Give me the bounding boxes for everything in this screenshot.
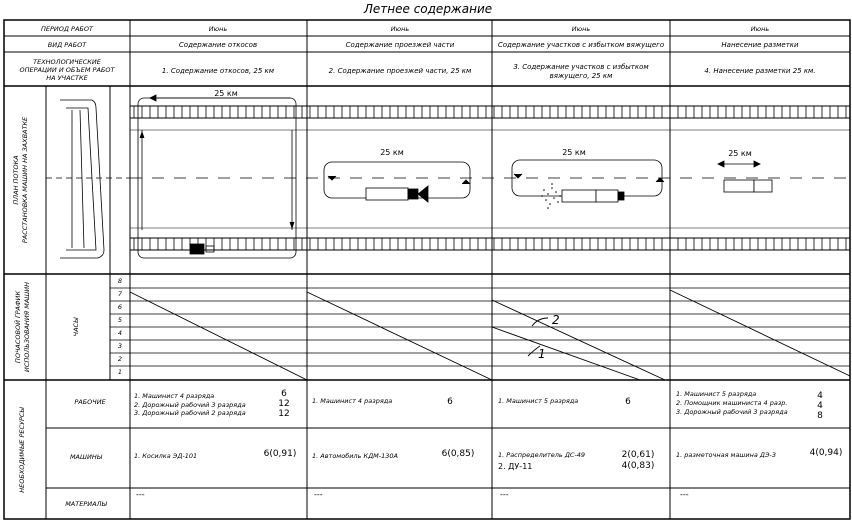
- col1-worker-count: 6: [281, 389, 287, 399]
- col2-materials: ---: [314, 490, 323, 499]
- col3-machine-count: 4(0,83): [621, 461, 655, 471]
- label-hourly-2: ИСПОЛЬЗОВАНИЯ МАШИН: [23, 281, 31, 373]
- col2-machine-count: 6(0,85): [441, 449, 475, 459]
- col2-worker-count: 6: [447, 397, 453, 407]
- col3-work-type: Содержание участков с избытком вяжущего: [497, 41, 665, 49]
- col1-machine-count: 6(0,91): [263, 449, 297, 459]
- label-hours: ЧАСЫ: [72, 317, 80, 337]
- col1-worker-name: 1. Машинист 4 разряда: [134, 392, 215, 400]
- page-title: Летнее содержание: [363, 2, 493, 16]
- marking-machine-icon: [724, 180, 772, 192]
- col3-operation-2: вяжущего, 25 км: [549, 72, 613, 80]
- col1-period: Июнь: [208, 25, 228, 33]
- label-tech-ops-3: НА УЧАСТКЕ: [46, 74, 88, 82]
- label-tech-ops-1: ТЕХНОЛОГИЧЕСКИЕ: [33, 58, 101, 66]
- col4-machine-count: 4(0,94): [809, 448, 843, 458]
- road-plan: [130, 106, 850, 250]
- label-flow-plan-2: РАССТАНОВКА МАШИН НА ЗАХВАТКЕ: [21, 116, 29, 244]
- label-flow-plan-1: ПЛАН ПОТОКА: [12, 155, 20, 205]
- col3-worker-name: 1. Машинист 5 разряда: [498, 397, 579, 405]
- distance-label: 25 км: [214, 89, 238, 98]
- col3-machine-name: 2. ДУ-11: [498, 462, 533, 471]
- hour-tick: 8: [117, 277, 123, 285]
- col1-worker-name: 3. Дорожный рабочий 2 разряда: [134, 409, 246, 417]
- curve-label: 1: [538, 347, 546, 361]
- col4-worker-count: 4: [817, 401, 823, 411]
- label-materials: МАТЕРИАЛЫ: [65, 500, 107, 508]
- col3-worker-count: 6: [625, 397, 631, 407]
- label-resources: НЕОБХОДИМЫЕ РЕСУРСЫ: [18, 407, 26, 493]
- road-profile-sketch: [46, 100, 130, 258]
- col2-machine-name: 1. Автомобиль КДМ-130А: [312, 452, 398, 460]
- col2-operation: 2. Содержание проезжей части, 25 км: [328, 67, 472, 75]
- col4-worker-count: 8: [817, 411, 823, 421]
- label-period: ПЕРИОД РАБОТ: [41, 25, 93, 33]
- hour-tick: 5: [117, 316, 123, 324]
- label-workers: РАБОЧИЕ: [74, 398, 106, 406]
- label-work-type: ВИД РАБОТ: [47, 41, 87, 49]
- mower-machine-icon: [190, 244, 204, 254]
- col1-materials: ---: [136, 490, 145, 499]
- marking-direction-arrow: [718, 161, 760, 167]
- col4-materials: ---: [680, 490, 689, 499]
- binder-spreading-route: [512, 160, 664, 202]
- distance-label: 25 км: [380, 148, 404, 157]
- col4-machine-name: 1. разметочная машина ДЭ-3: [676, 451, 777, 459]
- col1-worker-count: 12: [278, 409, 290, 419]
- label-hourly-1: ПОЧАСОВОЙ ГРАФИК: [14, 290, 22, 364]
- col3-operation-1: 3. Содержание участков с избытком: [513, 63, 649, 71]
- col3-machine-count: 2(0,61): [621, 450, 655, 460]
- col4-period: Июнь: [750, 25, 770, 33]
- col4-operation: 4. Нанесение разметки 25 км.: [704, 67, 816, 75]
- label-tech-ops-2: ОПЕРАЦИИ И ОБЪЕМ РАБОТ: [19, 66, 115, 74]
- hour-tick: 7: [117, 290, 123, 298]
- table-grid: [4, 20, 850, 519]
- hour-tick: 3: [117, 342, 123, 350]
- col4-worker-name: 1. Машинист 5 разряда: [676, 390, 757, 398]
- spreader-truck-icon: [562, 190, 596, 202]
- distance-label: 25 км: [562, 148, 586, 157]
- hour-tick: 6: [117, 303, 123, 311]
- col1-worker-name: 2. Дорожный рабочий 3 разряда: [134, 401, 246, 409]
- hourly-usage-lines: [130, 290, 850, 380]
- hour-tick: 2: [117, 355, 123, 363]
- col3-machine-name: 1. Распределитель ДС-49: [498, 451, 586, 459]
- road-cleaning-route: [324, 162, 470, 202]
- col3-materials: ---: [500, 490, 509, 499]
- distance-label: 25 км: [728, 149, 752, 158]
- label-machines: МАШИНЫ: [69, 453, 103, 461]
- cleaning-truck-icon: [366, 188, 408, 200]
- col1-worker-count: 12: [278, 399, 290, 409]
- col3-period: Июнь: [571, 25, 591, 33]
- col4-work-type: Нанесение разметки: [721, 41, 799, 49]
- col2-period: Июнь: [390, 25, 410, 33]
- col1-work-type: Содержание откосов: [178, 41, 258, 49]
- hour-tick: 4: [117, 329, 123, 337]
- col2-work-type: Содержание проезжей части: [345, 41, 455, 49]
- col1-machine-name: 1. Косилка ЭД-101: [134, 452, 198, 460]
- col4-worker-count: 4: [817, 391, 823, 401]
- col4-worker-name: 2. Помощник машиниста 4 разр.: [676, 399, 788, 407]
- col2-worker-name: 1. Машинист 4 разряда: [312, 397, 393, 405]
- hour-tick: 1: [117, 368, 123, 376]
- curve-label: 2: [552, 313, 560, 327]
- col1-operation: 1. Содержание откосов, 25 км: [161, 67, 275, 75]
- col4-worker-name: 3. Дорожный рабочий 3 разряда: [676, 408, 788, 416]
